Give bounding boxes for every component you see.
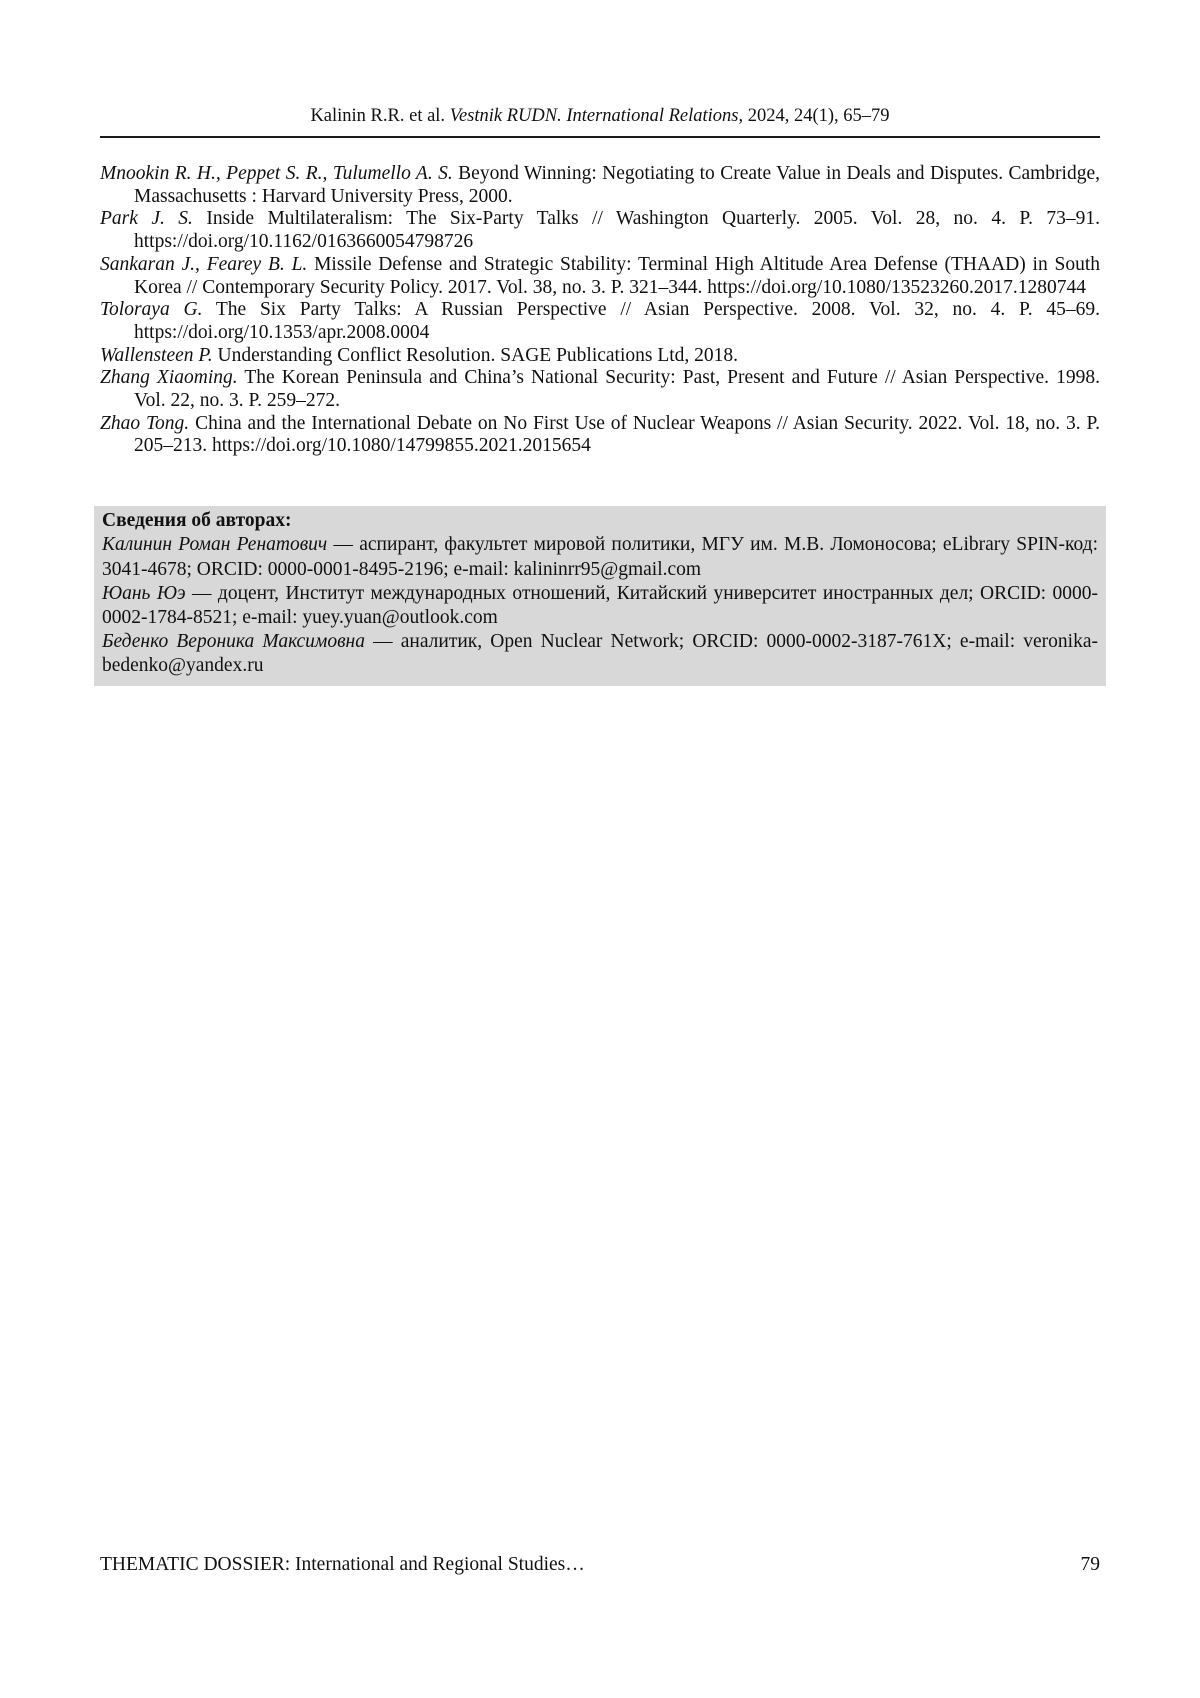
header-divider — [100, 136, 1100, 138]
author-info-item — [102, 582, 1098, 630]
reference-item — [100, 254, 1100, 299]
reference-authors: Park J. S. — [100, 208, 193, 230]
running-head-authors: Kalinin R.R. et al. — [310, 106, 446, 126]
reference-authors: Toloraya G. — [100, 299, 203, 321]
page-footer — [100, 1553, 1100, 1576]
reference-text: The Korean Peninsula and China’s National Security: Past, Present and Future // Asian Perspective. 1998. Vol. 22, no. 3. P. 259–272. — [134, 367, 1100, 412]
author-name: Юань Юэ — [102, 582, 186, 604]
page-content — [100, 0, 1100, 686]
author-info-item — [102, 533, 1098, 581]
reference-text: Understanding Conflict Resolution. SAGE Publications Ltd, 2018. — [217, 344, 739, 366]
running-head-issue: , 2024, 24(1), 65–79 — [738, 106, 890, 126]
reference-item — [100, 367, 1100, 412]
author-details: — доцент, Институт международных отношений, Китайский университет иностранных дел; ORCID: 0000-0002-1784-8521; e-mail: yuey.yuan@outlook.com — [102, 582, 1099, 628]
reference-text: The Six Party Talks: A Russian Perspective // Asian Perspective. 2008. Vol. 32, no. 4. P. 45–69. https://doi.org/10.1353/apr.2008.0004 — [134, 299, 1100, 343]
reference-authors: Sankaran J., Fearey B. L. — [100, 253, 308, 275]
author-info-item — [102, 630, 1098, 678]
reference-item — [100, 163, 1100, 208]
reference-item — [100, 299, 1100, 344]
authors-info-box — [94, 506, 1106, 685]
author-details: — аналитик, Open Nuclear Network; ORCID: 0000-0002-3187-761X; e-mail: veronika-bedenko@yandex.ru — [102, 631, 1098, 677]
reference-authors: Zhao Tong. — [100, 412, 190, 434]
footer-section-title: THEMATIC DOSSIER: International and Regional Studies… — [100, 1554, 585, 1575]
author-details: — аспирант, факультет мировой политики, МГУ им. М.В. Ломоносова; eLibrary SPIN-код: 3041-4678; ORCID: 0000-0001-8495-2196; e-mail: kalininrr95@gmail.com — [102, 534, 1099, 580]
running-head — [100, 0, 1100, 127]
running-head-journal-title: Vestnik RUDN. International Relations — [449, 106, 739, 126]
reference-item — [100, 208, 1100, 253]
reference-authors: Zhang Xiaoming. — [100, 367, 238, 389]
author-name: Калинин Роман Ренатович — [102, 534, 328, 556]
reference-item — [100, 345, 1100, 368]
reference-text: Inside Multilateralism: The Six-Party Talks // Washington Quarterly. 2005. Vol. 28, no. 4. P. 73–91. https://doi.org/10.1162/0163660054798726 — [134, 208, 1101, 253]
author-name: Беденко Вероника Максимовна — [102, 631, 365, 653]
authors-info-heading: Сведения об авторах: — [102, 510, 292, 532]
page-number: 79 — [1080, 1554, 1100, 1575]
reference-authors: Wallensteen P. — [100, 344, 213, 366]
reference-text: Beyond Winning: Negotiating to Create Value in Deals and Disputes. Cambridge, Massachusetts : Harvard University Press, 2000. — [134, 163, 1100, 207]
reference-text: China and the International Debate on No First Use of Nuclear Weapons // Asian Security. 2022. Vol. 18, no. 3. P. 205–213. https://doi.org/10.1080/14799855.2021.2015654 — [134, 412, 1101, 457]
references-list — [100, 163, 1100, 458]
reference-text: Missile Defense and Strategic Stability: Terminal High Altitude Area Defense (THAAD) in South Korea // Contemporary Security Policy. 2017. Vol. 38, no. 3. P. 321–344. https://doi.org/10.1080/13523260.2017.1280744 — [134, 253, 1100, 298]
reference-authors: Mnookin R. H., Peppet S. R., Tulumello A. S. — [100, 163, 453, 184]
reference-item — [100, 413, 1100, 458]
